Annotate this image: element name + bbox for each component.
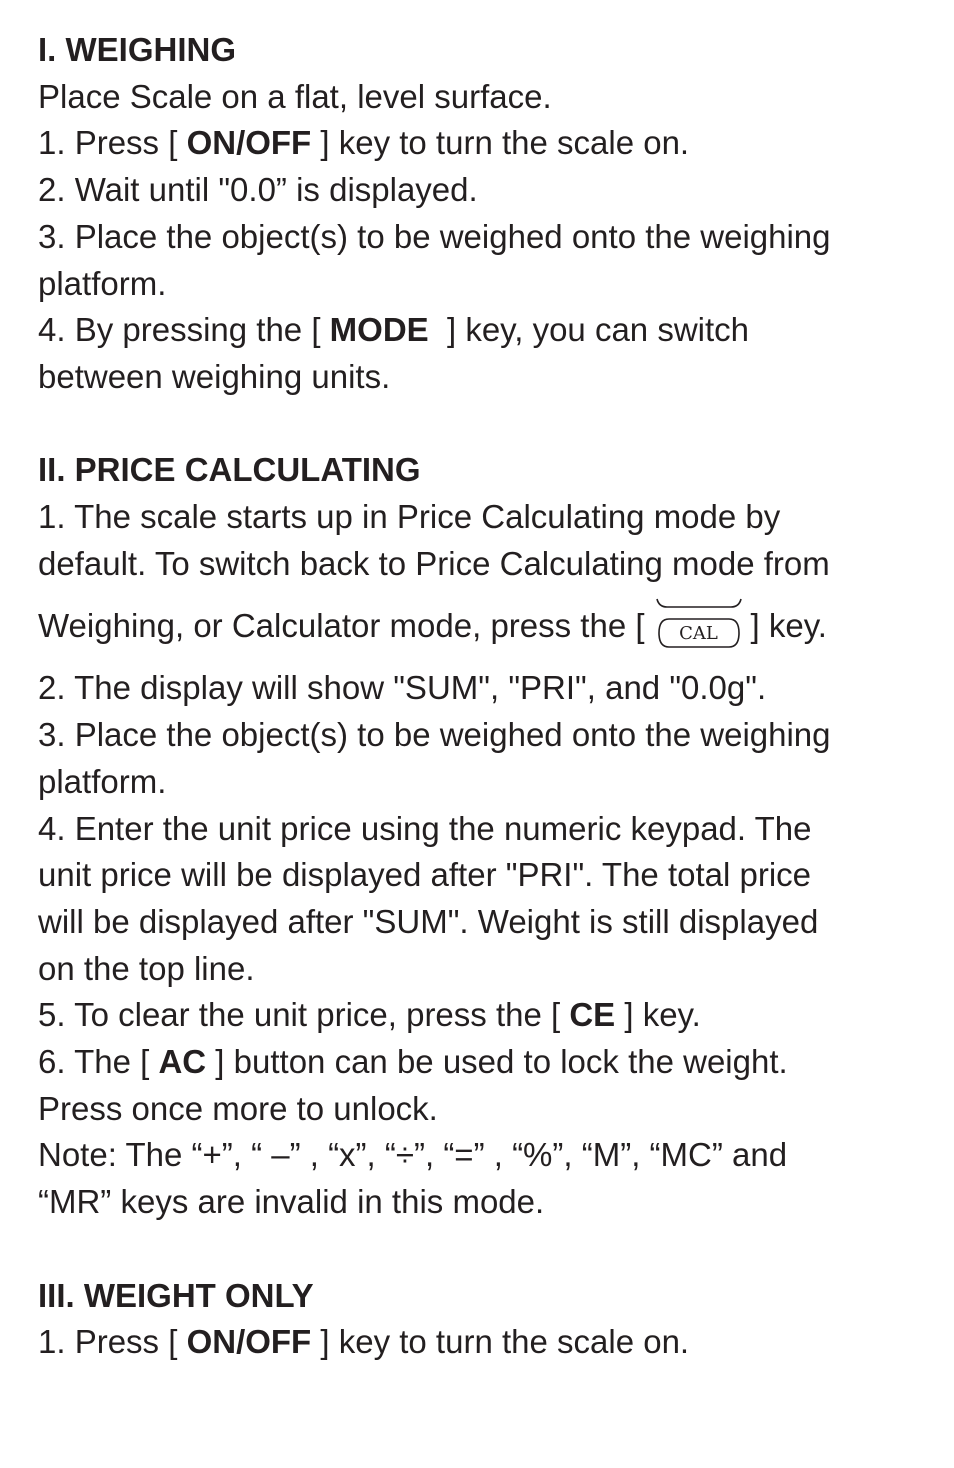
key-name-mode: MODE — [329, 311, 429, 349]
price-note: Note: The “+”, “ –” , “x”, “÷”, “=” , “%”, “M”, “MC” and — [38, 1136, 788, 1174]
price-step-6-cont: Press once more to unlock. — [38, 1089, 438, 1127]
step-text: Weighing, or Calculator mode, press the [ — [38, 607, 645, 645]
section-spacer — [38, 1226, 928, 1273]
price-note-cont: “MR” keys are invalid in this mode. — [38, 1183, 545, 1221]
price-step-5 — [38, 992, 928, 1039]
step-text: 1. Press [ — [38, 124, 187, 162]
price-step-4-cont: unit price will be displayed after "PRI". The total price — [38, 856, 812, 894]
price-step-6 — [38, 1039, 928, 1086]
key-name-ac: AC — [158, 1043, 207, 1081]
price-step-4: 4. Enter the unit price using the numeric keypad. The — [38, 809, 812, 847]
step-text: 5. To clear the unit price, press the [ — [38, 996, 570, 1034]
step-text: ] key to turn the scale on. — [311, 124, 690, 162]
section-heading-price-calculating: II. PRICE CALCULATING — [38, 451, 421, 489]
cal-key-label: CAL — [679, 622, 718, 644]
weighing-step-1 — [38, 120, 928, 167]
cal-key-icon — [653, 595, 745, 655]
key-name-ce: CE — [569, 996, 616, 1034]
key-name-on-off: ON/OFF — [186, 124, 312, 162]
price-step-3-cont: platform. — [38, 762, 167, 800]
price-step-2: 2. The display will show "SUM", "PRI", and "0.0g". — [38, 669, 767, 707]
step-text: ] key, you can switch — [428, 311, 750, 349]
price-step-4-cont-3: on the top line. — [38, 949, 255, 987]
weighing-intro: Place Scale on a flat, level surface. — [38, 77, 552, 115]
section-heading-weighing: I. WEIGHING — [38, 31, 236, 68]
step-text: 1. Press [ — [38, 1323, 187, 1361]
step-text: ] key. — [615, 996, 701, 1034]
key-name-on-off: ON/OFF — [186, 1323, 312, 1361]
step-text: 4. By pressing the [ — [38, 311, 330, 349]
price-step-1-cont: default. To switch back to Price Calculating mode from — [38, 544, 830, 582]
section-spacer — [38, 401, 928, 448]
step-text: 6. The [ — [38, 1043, 159, 1081]
price-step-1: 1. The scale starts up in Price Calculating mode by — [38, 498, 781, 536]
weighing-step-3: 3. Place the object(s) to be weighed onto the weighing — [38, 217, 831, 255]
step-text: ] key to turn the scale on. — [311, 1323, 690, 1361]
manual-page — [38, 27, 928, 1366]
weighing-step-3-cont: platform. — [38, 264, 167, 302]
price-step-4-cont-2: will be displayed after "SUM". Weight is still displayed — [38, 902, 819, 940]
price-step-1-cont-2 — [38, 587, 928, 665]
price-step-3: 3. Place the object(s) to be weighed onto the weighing — [38, 716, 831, 754]
weighing-step-2: 2. Wait until "0.0” is displayed. — [38, 171, 478, 209]
weighing-step-4 — [38, 307, 928, 354]
weight-only-step-1 — [38, 1319, 928, 1366]
step-text: ] key. — [750, 607, 827, 645]
section-heading-weight-only: III. WEIGHT ONLY — [38, 1276, 314, 1314]
step-text: ] button can be used to lock the weight. — [206, 1043, 788, 1081]
weighing-step-4-cont: between weighing units. — [38, 357, 391, 395]
